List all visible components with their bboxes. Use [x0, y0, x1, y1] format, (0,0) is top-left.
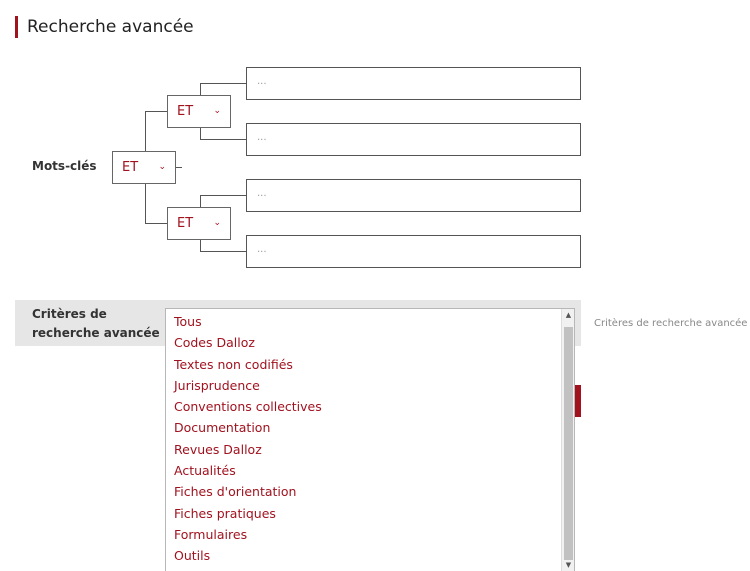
keyword-input-4[interactable]: [246, 235, 581, 268]
connector-line: [200, 83, 201, 95]
keyword-input-2[interactable]: [246, 123, 581, 156]
root-operator-value: ET: [122, 160, 139, 175]
criteria-option-actualites[interactable]: Actualités: [174, 463, 236, 479]
keywords-label: Mots-clés: [32, 159, 97, 173]
criteria-option-outils[interactable]: Outils: [174, 548, 211, 564]
keyword-input-2-placeholder: ...: [257, 132, 267, 143]
chevron-down-icon: ⌄: [158, 162, 166, 172]
group-1-operator-value: ET: [177, 104, 194, 119]
scroll-up-arrow-icon[interactable]: ▲: [565, 311, 572, 319]
keyword-input-3[interactable]: [246, 179, 581, 212]
connector-line: [145, 111, 167, 112]
chevron-down-icon: ⌄: [213, 218, 221, 228]
title-accent-bar: [15, 16, 18, 38]
connector-line: [200, 251, 246, 252]
keyword-input-1[interactable]: [246, 67, 581, 100]
criteria-option-tous[interactable]: Tous: [174, 314, 202, 329]
group-2-operator-value: ET: [177, 216, 194, 231]
keyword-input-4-placeholder: ...: [257, 244, 267, 255]
criteria-label: Critères de recherche avancée: [32, 307, 160, 340]
root-operator-select[interactable]: [112, 151, 176, 184]
criteria-dropdown-list[interactable]: [165, 308, 575, 571]
criteria-hint: Critères de recherche avancée: [594, 318, 748, 329]
connector-line: [200, 195, 201, 207]
criteria-option-conventions-collectives[interactable]: Conventions collectives: [174, 399, 322, 415]
group-2-operator-select[interactable]: [167, 207, 231, 240]
connector-line: [200, 139, 246, 140]
group-1-operator-select[interactable]: [167, 95, 231, 128]
criteria-option-revues-dalloz[interactable]: Revues Dalloz: [174, 441, 262, 457]
scroll-down-arrow-icon[interactable]: ▼: [565, 561, 572, 569]
chevron-down-icon: ⌄: [213, 106, 221, 116]
keyword-input-1-placeholder: ...: [257, 76, 267, 87]
connector-line: [145, 223, 167, 224]
criteria-option-formulaires[interactable]: Formulaires: [174, 526, 248, 542]
criteria-option-codes-dalloz[interactable]: Codes Dalloz: [174, 335, 255, 351]
criteria-option-textes-non-codifies[interactable]: Textes non codifiés: [174, 356, 293, 372]
criteria-option-jurisprudence[interactable]: Jurisprudence: [174, 377, 260, 393]
criteria-options: [174, 311, 322, 567]
criteria-option-fiches-orientation[interactable]: Fiches d'orientation: [174, 484, 297, 500]
keyword-input-3-placeholder: ...: [257, 188, 267, 199]
criteria-option-documentation[interactable]: Documentation: [174, 420, 271, 436]
dropdown-scrollbar[interactable]: [561, 309, 574, 571]
connector-line: [200, 83, 246, 84]
criteria-option-fiches-pratiques[interactable]: Fiches pratiques: [174, 505, 276, 521]
connector-line: [175, 167, 182, 168]
connector-line: [200, 195, 246, 196]
scrollbar-thumb[interactable]: [564, 327, 573, 560]
page-title: Recherche avancée: [27, 17, 194, 37]
